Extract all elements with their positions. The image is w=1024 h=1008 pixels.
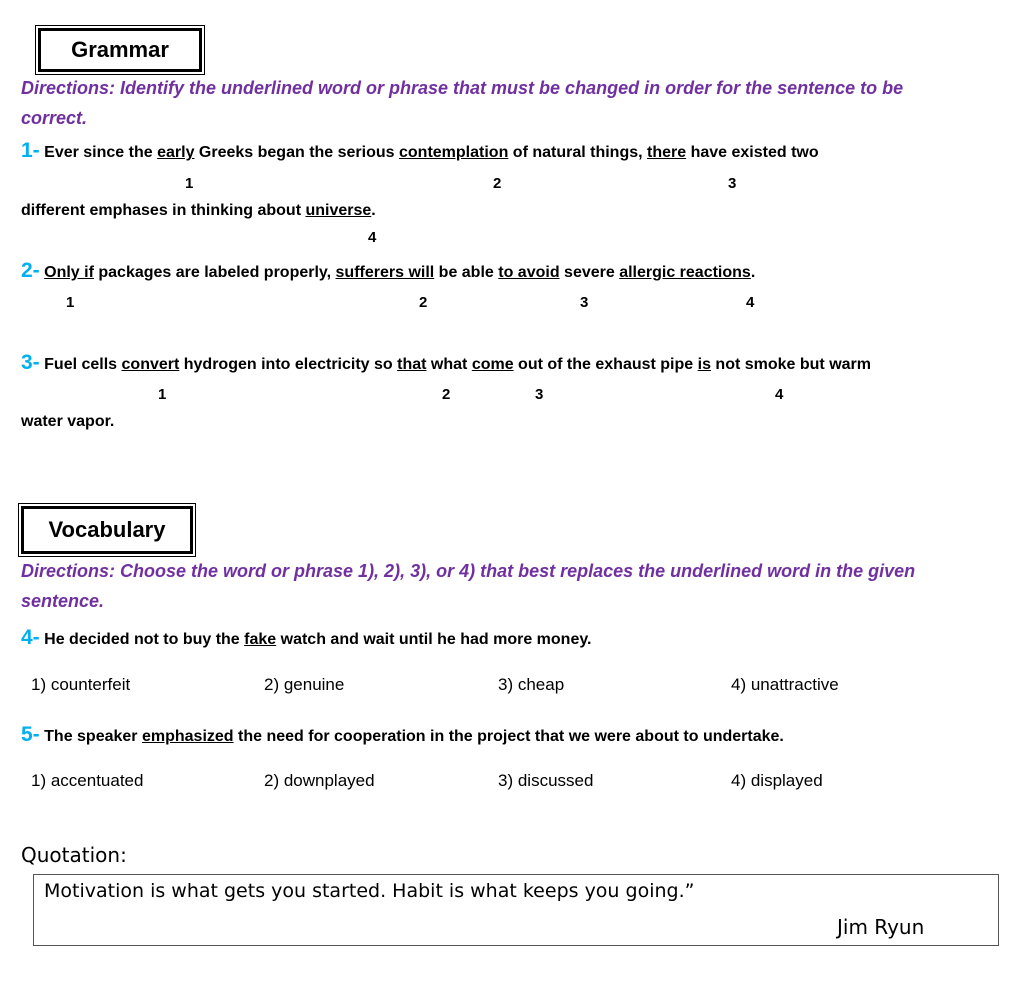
q5-option-4: 4) displayed — [731, 771, 823, 790]
q3-text: not smoke but warm — [710, 356, 871, 373]
q1-option-4-underlined: universe — [305, 202, 372, 219]
vocabulary-directions-line1: Directions: Choose the word or phrase 1), 2), 3), or 4) that best replaces the underlined word in the given — [21, 561, 916, 581]
q3-option-3-underlined: come — [471, 356, 514, 373]
question-2-number: 2- — [21, 259, 40, 282]
q1-text: . — [371, 202, 376, 219]
q5-option-1: 1) accentuated — [31, 771, 144, 790]
q3-text: Fuel cells — [44, 356, 122, 373]
q3-option-1-underlined: convert — [121, 356, 180, 373]
q2-text: be able — [434, 264, 499, 281]
q3-text: hydrogen into electricity so — [179, 356, 398, 373]
vocabulary-directions — [21, 556, 1001, 616]
q1-text: have existed two — [686, 144, 819, 161]
q1-option-1-underlined: early — [157, 144, 195, 161]
q1-option-3-underlined: there — [647, 144, 687, 161]
q3-option-4-underlined: is — [697, 356, 711, 373]
question-3-number: 3- — [21, 351, 40, 374]
vocabulary-directions-line2: sentence. — [21, 591, 105, 611]
question-3-line2: water vapor. — [21, 413, 115, 430]
question-1-line2 — [21, 201, 376, 221]
q1-option-2-underlined: contemplation — [399, 144, 509, 161]
grammar-directions-line1: Directions: Identify the underlined word or phrase that must be changed in order for the sentence to be — [21, 78, 904, 98]
q2-option-2-underlined: sufferers will — [335, 264, 435, 281]
q2-text: severe — [559, 264, 620, 281]
q4-text: watch and wait until he had more money. — [276, 631, 592, 648]
q2-option-3-underlined: to avoid — [498, 264, 560, 281]
question-3-line1 — [21, 353, 871, 375]
q1-text: of natural things, — [508, 144, 648, 161]
question-2-line1 — [21, 261, 755, 283]
quotation-label: Quotation: — [21, 843, 127, 867]
q3-text: what — [426, 356, 472, 373]
q5-underlined-word: emphasized — [141, 728, 234, 745]
vocabulary-heading-text: Vocabulary — [48, 517, 166, 542]
question-4 — [21, 628, 592, 650]
question-5 — [21, 725, 784, 747]
grammar-heading — [38, 28, 202, 72]
q2-mark-4: 4 — [746, 294, 755, 311]
q3-mark-3: 3 — [535, 386, 544, 403]
q1-text: different emphases in thinking about — [21, 202, 306, 219]
q5-text: the need for cooperation in the project that we were about to undertake. — [233, 728, 784, 745]
q4-option-4: 4) unattractive — [731, 675, 839, 694]
question-4-number: 4- — [21, 626, 40, 649]
q1-mark-4: 4 — [368, 229, 377, 246]
question-1-line1 — [21, 141, 819, 163]
q1-text: Greeks began the serious — [194, 144, 399, 161]
grammar-heading-text: Grammar — [71, 37, 169, 62]
q3-mark-1: 1 — [158, 386, 167, 403]
quotation-box — [33, 874, 999, 946]
q1-mark-3: 3 — [728, 175, 737, 192]
q5-option-2: 2) downplayed — [264, 771, 375, 790]
q5-text: The speaker — [44, 728, 142, 745]
q2-mark-3: 3 — [580, 294, 589, 311]
q4-text: He decided not to buy the — [44, 631, 245, 648]
question-1-number: 1- — [21, 139, 40, 162]
grammar-directions-line2: correct. — [21, 108, 88, 128]
q2-mark-2: 2 — [419, 294, 428, 311]
grammar-directions — [21, 73, 1001, 133]
question-5-number: 5- — [21, 723, 40, 746]
q4-option-1: 1) counterfeit — [31, 675, 131, 694]
q3-mark-4: 4 — [775, 386, 784, 403]
q3-text: out of the exhaust pipe — [513, 356, 698, 373]
q3-option-2-underlined: that — [397, 356, 427, 373]
q2-text: packages are labeled properly, — [93, 264, 336, 281]
q4-option-2: 2) genuine — [264, 675, 345, 694]
quotation-author: Jim Ryun — [837, 915, 925, 939]
q3-mark-2: 2 — [442, 386, 451, 403]
q2-mark-1: 1 — [66, 294, 75, 311]
q1-mark-1: 1 — [185, 175, 194, 192]
vocabulary-heading — [21, 506, 193, 554]
q2-option-1-underlined: Only if — [44, 264, 94, 281]
q1-text: Ever since the — [44, 144, 158, 161]
q5-option-3: 3) discussed — [498, 771, 594, 790]
q1-mark-2: 2 — [493, 175, 502, 192]
q4-underlined-word: fake — [244, 631, 277, 648]
q2-option-4-underlined: allergic reactions — [619, 264, 751, 281]
quotation-text: Motivation is what gets you started. Habit is what keeps you going.” — [44, 880, 695, 902]
q4-option-3: 3) cheap — [498, 675, 565, 694]
q2-text: . — [750, 264, 756, 281]
